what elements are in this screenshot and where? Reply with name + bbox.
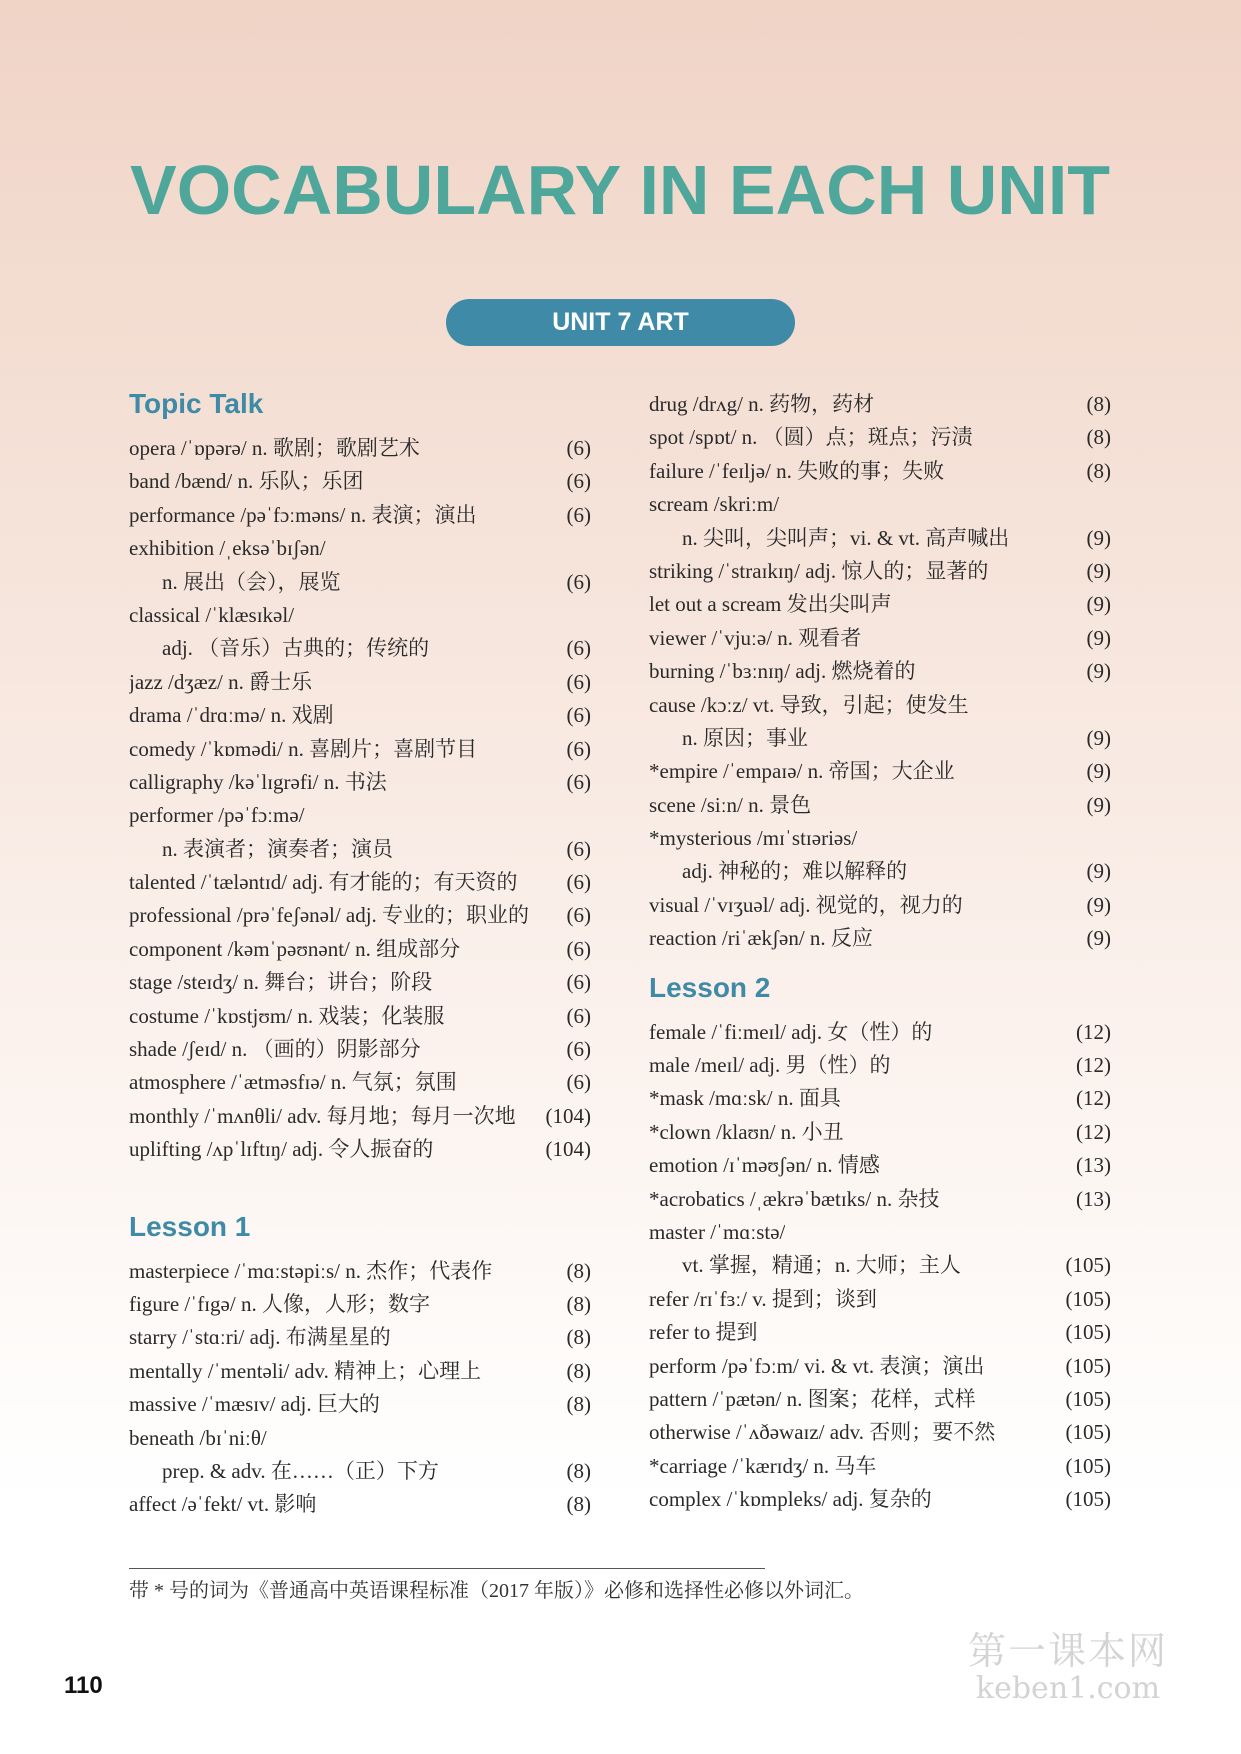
vocab-column-right [649,388,1111,1517]
page-ref: (9) [1086,859,1111,884]
vocab-entry: performer /pəˈfɔːmə/ [129,803,305,828]
vocab-entry: refer /rɪˈfɜː/ v. 提到；谈到 [649,1286,877,1311]
vocab-row [649,1016,1111,1049]
vocab-row [649,889,1111,922]
vocab-row [129,599,591,632]
vocab-entry: emotion /ɪˈməʊʃən/ n. 情感 [649,1153,880,1178]
vocab-entry: *carriage /ˈkærɪdʒ/ n. 马车 [649,1453,877,1478]
page-ref: (12) [1076,1053,1111,1078]
section-gap [129,1167,591,1207]
page-ref: (9) [1086,525,1111,550]
vocab-entry: professional /prəˈfeʃənəl/ adj. 专业的；职业的 [129,903,530,928]
vocab-row [649,822,1111,855]
page-ref: (6) [566,836,591,861]
page-ref: (6) [566,502,591,527]
vocab-row [649,1416,1111,1449]
vocab-entry: band /bænd/ n. 乐队；乐团 [129,469,364,494]
vocab-entry: opera /ˈɒpərə/ n. 歌剧；歌剧艺术 [129,436,420,460]
vocab-entry: n. 表演者；演奏者；演员 [162,836,393,861]
vocab-entry: *empire /ˈempaɪə/ n. 帝国；大企业 [649,759,955,784]
watermark [968,1620,1168,1706]
vocab-entry: calligraphy /kəˈlɪgrəfi/ n. 书法 [129,769,387,794]
vocab-row [129,1000,591,1033]
page-ref: (9) [1086,725,1111,750]
page-ref: (12) [1076,1119,1111,1144]
page-ref: (105) [1065,1453,1111,1478]
vocab-row [129,733,591,766]
vocab-row [649,1216,1111,1249]
vocab-entry: otherwise /ˈʌðəwaɪz/ adv. 否则；要不然 [649,1420,996,1445]
vocab-row [649,1383,1111,1416]
vocab-entry: costume /ˈkɒstjʊm/ n. 戏装；化装服 [129,1003,445,1028]
vocab-entry: scream /skriːm/ [649,492,780,517]
page-ref: (6) [566,703,591,728]
page-ref [585,532,591,565]
page-ref [585,599,591,632]
vocab-row [129,1255,591,1288]
page-ref: (8) [566,1358,591,1383]
vocab-row [129,899,591,932]
vocab-entry: prep. & adv. 在……（正）下方 [162,1458,439,1483]
page-ref: (8) [566,1492,591,1517]
vocab-entry: drama /ˈdrɑːmə/ n. 戏剧 [129,703,334,728]
vocab-row [649,722,1111,755]
vocab-row [129,766,591,799]
vocab-entry: scene /siːn/ n. 景色 [649,792,812,817]
vocab-row [649,388,1111,421]
page-ref: (12) [1076,1086,1111,1111]
vocab-row [649,588,1111,621]
vocab-row [129,632,591,665]
vocab-row [129,1066,591,1099]
vocab-row [129,666,591,699]
vocab-row [649,1049,1111,1082]
page-ref: (8) [1086,425,1111,450]
page-ref: (105) [1065,1286,1111,1311]
vocab-entry: master /ˈmɑːstə/ [649,1219,786,1244]
vocab-entry: complex /ˈkɒmpleks/ adj. 复杂的 [649,1487,932,1512]
vocab-entry: uplifting /ʌpˈlɪftɪŋ/ adj. 令人振奋的 [129,1137,434,1162]
vocab-entry: n. 展出（会），展览 [162,569,341,594]
vocab-row [129,432,591,465]
vocab-entry: male /meɪl/ adj. 男（性）的 [649,1053,891,1078]
page-ref: (9) [1086,792,1111,817]
vocab-entry: classical /ˈklæsɪkəl/ [129,602,295,627]
watermark-line-2: keben1.com [975,1671,1161,1706]
vocab-row [129,1355,591,1388]
page-ref [1105,689,1111,722]
vocab-row [129,566,591,599]
vocab-entry: massive /ˈmæsɪv/ adj. 巨大的 [129,1392,380,1417]
vocab-row [649,655,1111,688]
page-ref: (105) [1065,1420,1111,1445]
vocab-row [649,455,1111,488]
page-title: VOCABULARY IN EACH UNIT [130,151,1111,229]
vocab-entry: burning /ˈbɜːnɪŋ/ adj. 燃烧着的 [649,659,916,684]
page-ref: (9) [1086,926,1111,951]
vocab-entry: drug /drʌg/ n. 药物，药材 [649,392,875,416]
vocab-entry: shade /ʃeɪd/ n. （画的）阴影部分 [129,1037,421,1062]
page-ref [585,799,591,832]
vocab-row [649,1350,1111,1383]
vocab-entry: stage /steɪdʒ/ n. 舞台；讲台；阶段 [129,970,433,995]
page-ref: (6) [566,736,591,761]
vocab-row [649,522,1111,555]
page-ref: (13) [1076,1186,1111,1211]
vocab-row [129,532,591,565]
vocab-row [129,933,591,966]
page-ref: (104) [545,1137,591,1162]
vocab-entry: cause /kɔːz/ vt. 导致，引起；使发生 [649,692,969,717]
vocab-entry: let out a scream 发出尖叫声 [649,592,892,617]
vocab-row [129,1455,591,1488]
vocab-row [649,1116,1111,1149]
page-ref: (6) [566,936,591,961]
vocab-entry: perform /pəˈfɔːm/ vi. & vt. 表演；演出 [649,1353,985,1378]
vocab-entry: starry /ˈstɑːri/ adj. 布满星星的 [129,1325,391,1350]
page-ref: (105) [1065,1386,1111,1411]
page-ref: (13) [1076,1153,1111,1178]
vocab-row [129,799,591,832]
page-ref [1105,822,1111,855]
page-number: 110 [64,1672,103,1699]
unit-badge: UNIT 7 ART [446,299,795,346]
vocab-entry: adj. （音乐）古典的；传统的 [162,636,430,661]
vocab-row [129,499,591,532]
vocab-row [649,622,1111,655]
vocab-entry: exhibition /ˌeksəˈbɪʃən/ [129,536,326,561]
vocab-row [649,789,1111,822]
vocab-row [649,755,1111,788]
vocab-row [649,1249,1111,1282]
vocab-entry: vt. 掌握，精通；n. 大师；主人 [682,1253,961,1278]
vocab-entry: jazz /dʒæz/ n. 爵士乐 [129,669,313,694]
page-ref: (9) [1086,558,1111,583]
watermark-line-1: 第一课本网 [968,1629,1169,1673]
vocab-entry: mentally /ˈmentəli/ adv. 精神上；心理上 [129,1358,482,1383]
vocab-entry: striking /ˈstraɪkɪŋ/ adj. 惊人的；显著的 [649,558,989,583]
vocab-row [129,1488,591,1521]
page-ref: (6) [566,436,591,460]
page-ref: (6) [566,1037,591,1062]
vocab-row [129,833,591,866]
page-ref: (6) [566,636,591,661]
vocab-row [129,1321,591,1354]
vocab-entry: *acrobatics /ˌækrəˈbætɪks/ n. 杂技 [649,1186,940,1211]
page-ref: (6) [566,870,591,895]
section-heading-topic-talk: Topic Talk [129,388,264,419]
vocab-entry: n. 原因；事业 [682,725,808,750]
vocab-row [649,1082,1111,1115]
page-ref: (9) [1086,625,1111,650]
vocab-row [129,1133,591,1166]
page-ref: (105) [1065,1320,1111,1345]
vocab-row [649,488,1111,521]
vocab-row [129,1388,591,1421]
vocab-row [129,866,591,899]
vocab-row [129,1422,591,1455]
vocab-row [649,1283,1111,1316]
page-ref: (105) [1065,1353,1111,1378]
page-ref: (9) [1086,892,1111,917]
vocab-column-left [129,384,591,1522]
page-ref: (9) [1086,759,1111,784]
page-ref: (9) [1086,592,1111,617]
page-ref: (8) [1086,392,1111,416]
vocab-entry: affect /əˈfekt/ vt. 影响 [129,1492,317,1517]
page-ref: (6) [566,970,591,995]
vocab-entry: atmosphere /ˈætməsfɪə/ n. 气氛；氛围 [129,1070,457,1095]
vocab-entry: visual /ˈvɪʒuəl/ adj. 视觉的，视力的 [649,892,963,917]
page-ref: (6) [566,1070,591,1095]
vocab-row [649,1316,1111,1349]
page-ref: (8) [1086,458,1111,483]
page-ref: (6) [566,1003,591,1028]
page-ref: (105) [1065,1487,1111,1512]
page-ref: (6) [566,903,591,928]
page-ref: (8) [566,1258,591,1283]
vocab-row [649,555,1111,588]
page-ref: (6) [566,469,591,494]
vocab-entry: monthly /ˈmʌnθli/ adv. 每月地；每月一次地 [129,1103,516,1128]
page-ref: (6) [566,669,591,694]
page-ref: (9) [1086,659,1111,684]
vocab-row [129,966,591,999]
page-ref: (8) [566,1392,591,1417]
vocab-entry: performance /pəˈfɔːməns/ n. 表演；演出 [129,502,477,527]
page-ref [585,1422,591,1455]
vocab-row [649,922,1111,955]
vocab-row [649,421,1111,454]
page-ref [1105,1216,1111,1249]
page-ref: (104) [545,1103,591,1128]
vocab-entry: comedy /ˈkɒmədi/ n. 喜剧片；喜剧节目 [129,736,478,761]
vocab-entry: figure /ˈfɪgə/ n. 人像，人形；数字 [129,1291,430,1316]
vocab-row [649,689,1111,722]
vocab-entry: viewer /ˈvjuːə/ n. 观看者 [649,625,862,650]
vocab-row [649,855,1111,888]
vocab-entry: *clown /klaʊn/ n. 小丑 [649,1119,844,1144]
section-heading-lesson-2: Lesson 2 [649,971,771,1003]
page-ref: (8) [566,1291,591,1316]
vocab-entry: component /kəmˈpəʊnənt/ n. 组成部分 [129,936,461,961]
vocab-entry: adj. 神秘的；难以解释的 [682,859,908,884]
vocab-entry: pattern /ˈpætən/ n. 图案；花样，式样 [649,1386,976,1411]
page-ref: (12) [1076,1019,1111,1044]
vocab-entry: reaction /riˈækʃən/ n. 反应 [649,926,873,951]
page-ref: (8) [566,1458,591,1483]
section-heading-lesson-1: Lesson 1 [129,1210,251,1242]
page-ref [1105,488,1111,521]
vocab-row [129,699,591,732]
vocab-entry: spot /spɒt/ n. （圆）点；斑点；污渍 [649,425,973,450]
vocab-entry: masterpiece /ˈmɑːstəpiːs/ n. 杰作；代表作 [129,1258,493,1283]
page-ref: (105) [1065,1253,1111,1278]
vocab-row [649,1149,1111,1182]
vocab-row [129,465,591,498]
page-ref: (8) [566,1325,591,1350]
vocab-row [649,1183,1111,1216]
vocab-entry: talented /ˈtæləntɪd/ adj. 有才能的；有天资的 [129,870,518,895]
page-ref: (6) [566,569,591,594]
vocab-entry: beneath /bɪˈniːθ/ [129,1425,267,1450]
section-gap [649,956,1111,968]
vocab-entry: failure /ˈfeɪljə/ n. 失败的事；失败 [649,458,945,483]
vocab-row [129,1033,591,1066]
footnote: 带 * 号的词为《普通高中英语课程标准（2017 年版）》必修和选择性必修以外词汇。 [129,1580,864,1602]
vocab-entry: n. 尖叫，尖叫声；vi. & vt. 高声喊出 [682,525,1010,550]
page-ref: (6) [566,769,591,794]
vocab-entry: refer to 提到 [649,1320,758,1345]
footnote-divider [129,1568,765,1569]
vocab-row [129,1288,591,1321]
vocab-row [649,1483,1111,1516]
vocab-entry: female /ˈfiːmeɪl/ adj. 女（性）的 [649,1019,933,1044]
vocab-row [649,1450,1111,1483]
vocab-entry: *mask /mɑːsk/ n. 面具 [649,1086,841,1111]
vocab-entry: *mysterious /mɪˈstɪəriəs/ [649,826,858,851]
vocab-row [129,1100,591,1133]
